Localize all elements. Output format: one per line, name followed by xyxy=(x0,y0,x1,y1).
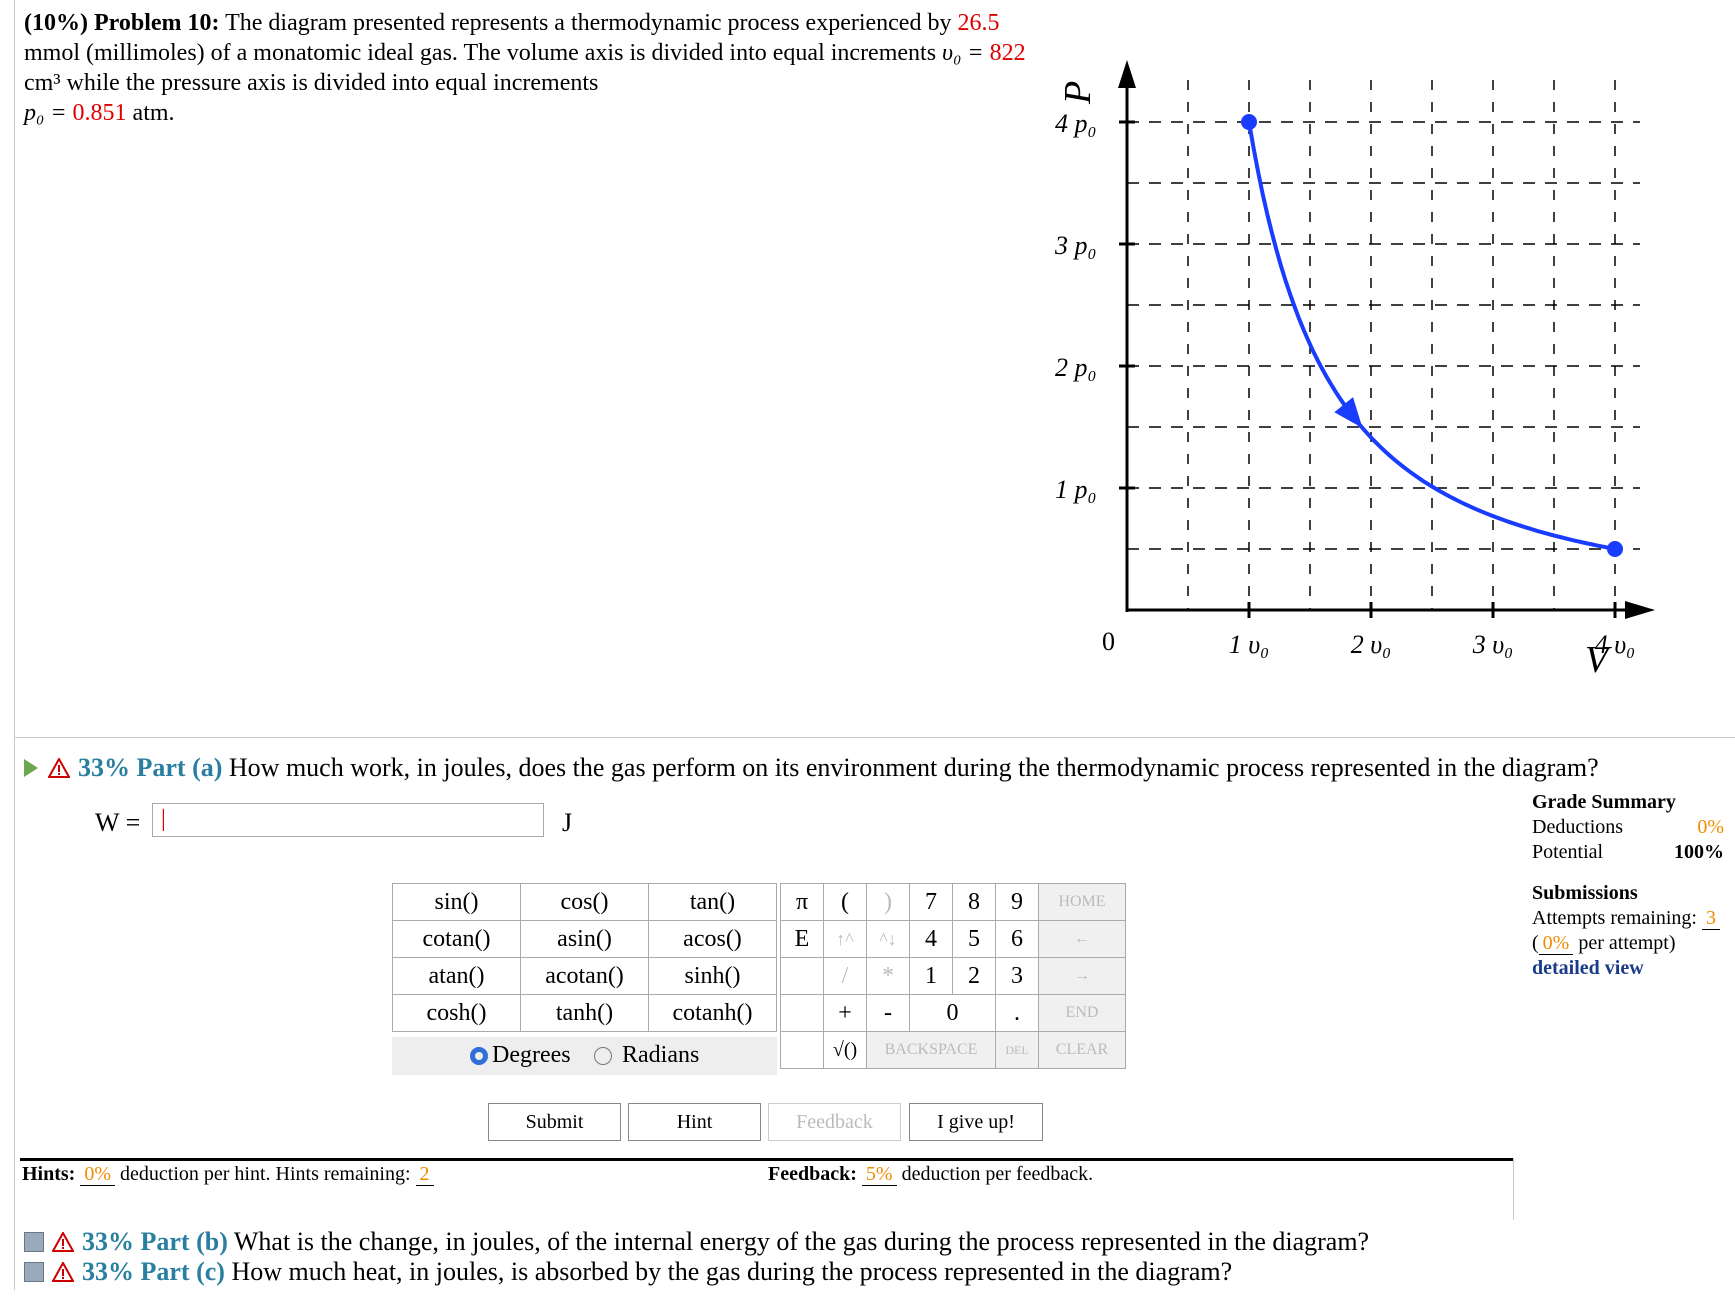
part-c-header[interactable] xyxy=(24,1257,1232,1287)
y-axis-label: P xyxy=(1057,80,1099,104)
deductions-label: Deductions xyxy=(1532,816,1624,838)
warning-icon xyxy=(52,1232,74,1252)
moles-value: 26.5 xyxy=(957,10,1000,36)
radians-radio[interactable] xyxy=(594,1047,612,1065)
problem-statement xyxy=(24,8,1034,128)
x-axis-arrow xyxy=(1625,601,1655,619)
key-open-paren[interactable]: ( xyxy=(824,884,867,921)
process-curve xyxy=(1249,122,1615,549)
collapsed-part-icon[interactable] xyxy=(24,1232,44,1252)
function-keypad xyxy=(392,883,777,1032)
key-cotan[interactable]: cotan() xyxy=(393,921,521,958)
key-clear[interactable]: CLEAR xyxy=(1039,1032,1126,1069)
key-8[interactable]: 8 xyxy=(953,884,996,921)
collapsed-part-icon[interactable] xyxy=(24,1262,44,1282)
v0-unit: cm³ xyxy=(24,70,61,96)
x-tick-label: 1 υ₀ xyxy=(1228,630,1270,659)
part-c-label: Part (c) xyxy=(140,1257,225,1286)
feedback-button[interactable]: Feedback xyxy=(768,1103,901,1141)
key-up[interactable]: ↑^ xyxy=(824,921,867,958)
grade-summary xyxy=(1532,790,1724,981)
warning-icon xyxy=(52,1262,74,1282)
part-a-percent: 33% xyxy=(78,753,130,782)
v0-value: 822 xyxy=(989,40,1026,66)
give-up-button[interactable]: I give up! xyxy=(909,1103,1043,1141)
key-5[interactable]: 5 xyxy=(953,921,996,958)
problem-text-3: while the pressure axis is divided into equal increments xyxy=(66,70,599,96)
part-b-question: What is the change, in joules, of the internal energy of the gas during the process represented in the diagram? xyxy=(233,1227,1370,1256)
key-e[interactable]: E xyxy=(781,921,824,958)
key-sin[interactable]: sin() xyxy=(393,884,521,921)
work-variable-label: W = xyxy=(95,808,141,837)
key-tanh[interactable]: tanh() xyxy=(521,995,649,1032)
key-backspace[interactable]: BACKSPACE xyxy=(867,1032,996,1069)
warning-icon xyxy=(48,758,70,778)
per-attempt-text: per attempt) xyxy=(1578,932,1676,954)
hints-label: Hints: xyxy=(22,1163,76,1185)
radians-label: Radians xyxy=(622,1042,700,1068)
key-3[interactable]: 3 xyxy=(996,958,1039,995)
key-0[interactable]: 0 xyxy=(910,995,996,1032)
key-2[interactable]: 2 xyxy=(953,958,996,995)
key-sinh[interactable]: sinh() xyxy=(649,958,777,995)
submit-button[interactable]: Submit xyxy=(488,1103,621,1141)
end-point xyxy=(1607,541,1623,557)
key-down[interactable]: ^↓ xyxy=(867,921,910,958)
hints-deduction: 0% xyxy=(80,1163,115,1186)
y-tick-label: 1 p₀ xyxy=(1055,475,1097,504)
key-cotanh[interactable]: cotanh() xyxy=(649,995,777,1032)
hints-info xyxy=(22,1163,434,1186)
key-right[interactable]: → xyxy=(1039,958,1126,995)
y-tick-label: 4 p₀ xyxy=(1055,109,1097,138)
hints-remaining: 2 xyxy=(416,1163,434,1186)
key-cos[interactable]: cos() xyxy=(521,884,649,921)
key-acotan[interactable]: acotan() xyxy=(521,958,649,995)
submissions-title: Submissions xyxy=(1532,882,1638,904)
angle-mode-row xyxy=(392,1037,777,1075)
key-multiply[interactable]: * xyxy=(867,958,910,995)
part-a-question: How much work, in joules, does the gas perform on its environment during the thermodynamic process represented in the diagram? xyxy=(228,753,1599,782)
part-a-header xyxy=(24,753,1599,783)
x-tick-label: 4 υ₀ xyxy=(1594,630,1636,659)
key-acos[interactable]: acos() xyxy=(649,921,777,958)
key-sqrt[interactable]: √() xyxy=(824,1032,867,1069)
hint-button[interactable]: Hint xyxy=(628,1103,761,1141)
x-tick-label: 3 υ₀ xyxy=(1472,630,1514,659)
attempts-label: Attempts remaining: xyxy=(1532,907,1697,929)
key-decimal[interactable]: . xyxy=(996,995,1039,1032)
start-point xyxy=(1241,114,1257,130)
per-attempt-open: ( xyxy=(1532,932,1539,954)
key-6[interactable]: 6 xyxy=(996,921,1039,958)
p0-symbol: p₀ = xyxy=(24,100,67,126)
problem-text-2: mmol (millimoles) of a monatomic ideal gas. The volume axis is divided into equal increments xyxy=(24,40,937,66)
y-tick-label: 3 p₀ xyxy=(1055,231,1097,260)
x-tick-label: 2 υ₀ xyxy=(1350,630,1392,659)
key-9[interactable]: 9 xyxy=(996,884,1039,921)
potential-value: 100% xyxy=(1674,841,1724,863)
key-divide[interactable]: / xyxy=(824,958,867,995)
detailed-view-link[interactable]: detailed view xyxy=(1532,957,1644,979)
feedback-box-border xyxy=(1513,1158,1514,1220)
part-b-header[interactable] xyxy=(24,1227,1369,1257)
radians-option[interactable] xyxy=(594,1042,699,1069)
p0-unit: atm. xyxy=(132,100,175,126)
key-atan[interactable]: atan() xyxy=(393,958,521,995)
y-axis-arrow xyxy=(1118,60,1136,88)
diagram-grid xyxy=(1127,80,1640,610)
part-a-label: Part (a) xyxy=(136,753,223,782)
problem-weight: (10%) xyxy=(24,10,88,36)
grade-summary-title: Grade Summary xyxy=(1532,791,1676,813)
part-b-percent: 33% xyxy=(82,1227,134,1256)
expand-triangle-icon[interactable] xyxy=(24,759,38,777)
hints-divider xyxy=(20,1158,1513,1161)
key-7[interactable]: 7 xyxy=(910,884,953,921)
key-left[interactable]: ← xyxy=(1039,921,1126,958)
part-c-question: How much heat, in joules, is absorbed by the gas during the process represented in the diagram? xyxy=(231,1257,1233,1286)
key-pi[interactable]: π xyxy=(781,884,824,921)
key-1[interactable]: 1 xyxy=(910,958,953,995)
degrees-option[interactable] xyxy=(470,1042,571,1069)
key-blank-2 xyxy=(781,995,824,1032)
per-attempt-pct: 0% xyxy=(1539,932,1574,955)
key-cosh[interactable]: cosh() xyxy=(393,995,521,1032)
problem-title: Problem 10: xyxy=(93,10,220,36)
part-b-label: Part (b) xyxy=(140,1227,228,1256)
part-c-percent: 33% xyxy=(82,1257,134,1286)
key-4[interactable]: 4 xyxy=(910,921,953,958)
origin-label: 0 xyxy=(1102,627,1115,656)
degrees-radio[interactable] xyxy=(470,1047,488,1065)
key-del[interactable]: DEL xyxy=(996,1032,1039,1069)
hints-text: deduction per hint. Hints remaining: xyxy=(120,1163,411,1185)
pv-diagram xyxy=(1040,40,1680,680)
key-blank-1 xyxy=(781,958,824,995)
deductions-value: 0% xyxy=(1697,816,1724,838)
key-close-paren[interactable]: ) xyxy=(867,884,910,921)
v0-symbol: υ₀ = xyxy=(942,40,984,66)
number-keypad xyxy=(780,883,1126,1069)
attempts-value: 3 xyxy=(1702,907,1720,930)
section-divider xyxy=(14,737,1735,738)
feedback-label: Feedback: xyxy=(768,1163,857,1185)
feedback-info xyxy=(768,1163,1093,1186)
process-direction-arrow xyxy=(1334,397,1362,428)
key-end[interactable]: END xyxy=(1039,995,1126,1032)
key-plus[interactable]: + xyxy=(824,995,867,1032)
feedback-deduction: 5% xyxy=(862,1163,897,1186)
feedback-text: deduction per feedback. xyxy=(901,1163,1094,1185)
potential-label: Potential xyxy=(1532,841,1604,863)
x-axis-label: V xyxy=(1585,639,1609,680)
key-minus[interactable]: - xyxy=(867,995,910,1032)
key-tan[interactable]: tan() xyxy=(649,884,777,921)
work-unit-label: J xyxy=(562,808,573,837)
p0-value: 0.851 xyxy=(72,100,127,126)
y-tick-label: 2 p₀ xyxy=(1055,353,1097,382)
key-asin[interactable]: asin() xyxy=(521,921,649,958)
key-blank-3 xyxy=(781,1032,824,1069)
key-home[interactable]: HOME xyxy=(1039,884,1126,921)
problem-text-1: The diagram presented represents a thermodynamic process experienced by xyxy=(225,10,952,36)
work-answer-input[interactable]: | xyxy=(152,803,544,837)
degrees-label: Degrees xyxy=(492,1042,571,1068)
